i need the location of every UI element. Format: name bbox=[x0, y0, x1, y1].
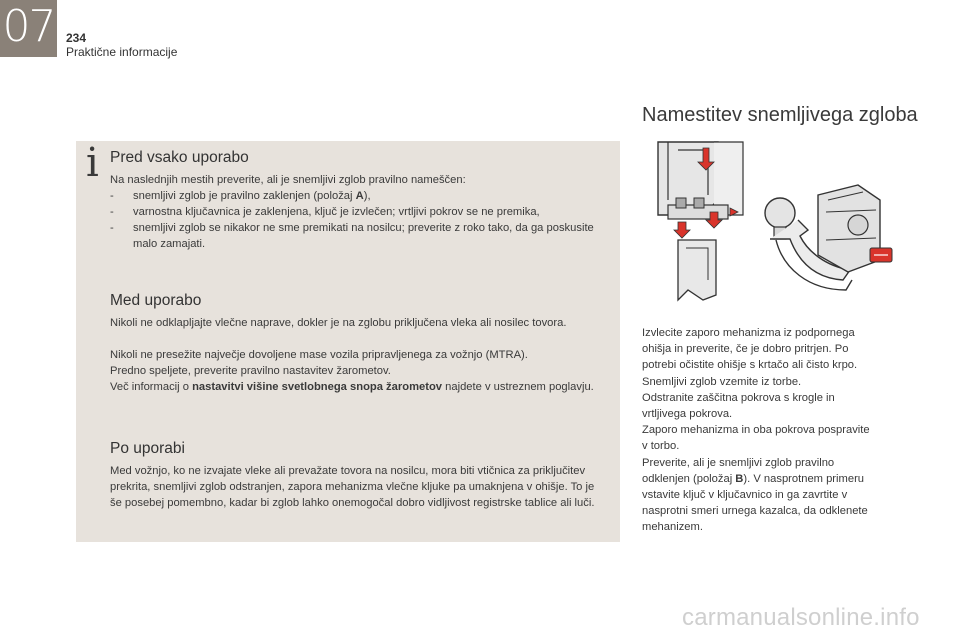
during-use-heading: Med uporabo bbox=[110, 292, 202, 309]
watermark: carmanualsonline.info bbox=[682, 604, 920, 631]
tow-ball-illustration bbox=[648, 140, 896, 310]
check-item-locked: - snemljivi zglob je pravilno zaklenjen (položaj A), bbox=[110, 190, 371, 202]
check-item-wobble: - snemljivi zglob se nikakor ne sme premikati na nosilcu; preverite z roko tako, da ga poskusite malo zamajati. bbox=[110, 222, 594, 251]
info-icon: i bbox=[86, 140, 99, 186]
section-heading: Namestitev snemljivega zgloba bbox=[642, 104, 918, 126]
chapter-number: 07 bbox=[2, 1, 55, 52]
during-use-line2: Nikoli ne presežite največje dovoljene mase vozila pripravljenega za vožnjo (MTRA). bbox=[110, 349, 528, 361]
chapter-badge bbox=[0, 0, 57, 57]
before-use-intro: Na naslednjih mestih preverite, ali je snemljivi zglob pravilno nameščen: bbox=[110, 174, 466, 186]
during-use-line1: Nikoli ne odklapljajte vlečne naprave, dokler je na zglobu priključena vleka ali nosilec tovora. bbox=[110, 317, 567, 329]
during-use-line4: Več informacij o nastavitvi višine svetlobnega snopa žarometov najdete v ustreznem poglavju. bbox=[110, 381, 594, 393]
before-use-heading: Pred vsako uporabo bbox=[110, 149, 249, 166]
after-use-heading: Po uporabi bbox=[110, 440, 185, 457]
installation-instructions: Izvlecite zaporo mehanizma iz podpornega ohišja in preverite, če je dobro pritrjen. Po potrebi očistite ohišje s krtačo ali čisto krpo. Snemljivi zglob vzemite iz torbe. Odstranite zaščitna pokrova s krogle in vrtljivega pokrova. Zaporo mehanizma in oba pokrova pospravite v torbo. Preverite, ali je snemljivi zglob pravilno odklenjen (položaj B). V nasprotnem primeru vstavite ključ v ključavnico in ga zavrtite v nasprotni smeri urnega kazalca, da odklenete mehanizem. bbox=[642, 327, 870, 534]
page-number: 234 bbox=[66, 31, 87, 45]
check-item-key: - varnostna ključavnica je zaklenjena, ključ je izvlečen; vrtljivi pokrov se ne premika, bbox=[110, 206, 540, 218]
after-use-text: Med vožnjo, ko ne izvajate vleke ali prevažate tovora na nosilcu, mora biti vtičnica za priključitev prekrita, snemljivi zglob odstranjen, zapora mehanizma vlečne kljuke pa umaknjena v ohišje. To je še posebej pomembno, kadar bi zglob lahko onemogočal dobro vidljivost registrske tablice ali luči. bbox=[110, 465, 595, 510]
headlamp-link-text: nastavitvi višine svetlobnega snopa žarometov bbox=[192, 381, 443, 393]
section-title: Praktične informacije bbox=[66, 45, 178, 59]
during-use-line3: Predno speljete, preverite pravilno nastavitev žarometov. bbox=[110, 365, 391, 377]
